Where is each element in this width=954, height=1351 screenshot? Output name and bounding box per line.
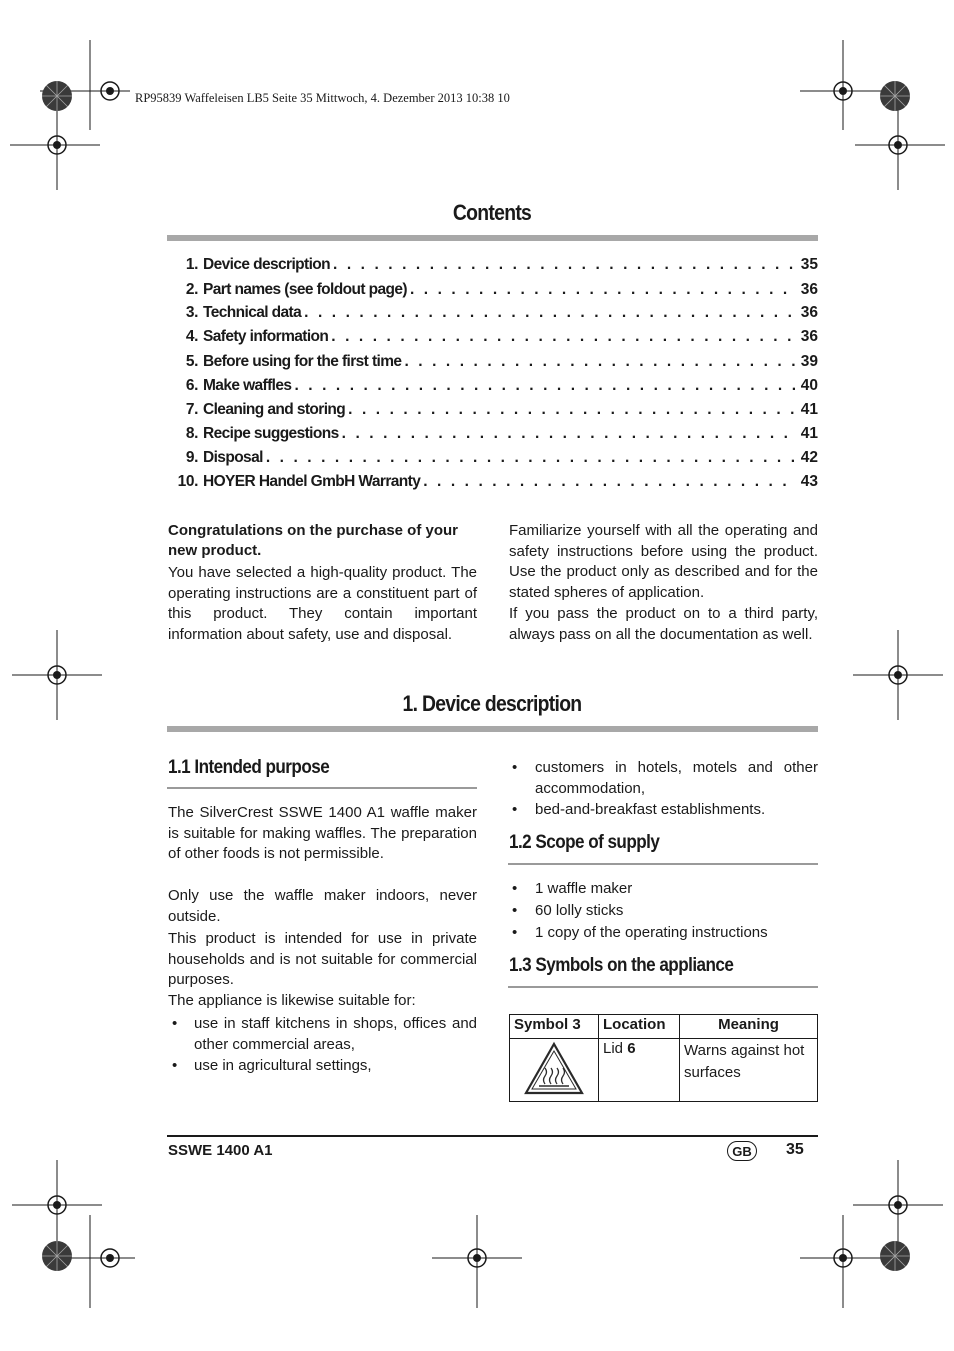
toc-entry-title: Technical data — [203, 304, 302, 321]
toc-leader-dots — [328, 328, 796, 346]
bullet-marker: • — [172, 1057, 178, 1074]
hot-surface-warning-icon — [523, 1040, 585, 1096]
toc-entry — [168, 425, 818, 445]
list-item — [172, 1014, 477, 1055]
toc-leader-dots — [263, 449, 796, 467]
toc-entry — [168, 281, 818, 301]
toc-leader-dots — [420, 473, 796, 491]
toc-entry-page: 40 — [800, 377, 818, 394]
table-row — [510, 1039, 818, 1102]
list-item-text: 1 copy of the operating instructions — [535, 924, 768, 941]
list-item-text: use in agricultural settings, — [194, 1057, 372, 1074]
language-badge: GB — [727, 1141, 757, 1161]
toc-entry-title: HOYER Handel GmbH Warranty — [203, 473, 421, 490]
footer-model: SSWE 1400 A1 — [168, 1142, 273, 1159]
toc-entry — [168, 353, 818, 373]
toc-entry — [168, 328, 818, 348]
list-item — [512, 923, 818, 944]
toc-entry-page: 42 — [800, 449, 818, 466]
toc-entry-number: 7. — [185, 401, 198, 418]
section-1-1-p2: Only use the waffle maker indoors, never outside. — [168, 887, 477, 925]
list-item — [512, 758, 818, 799]
contents-rule — [167, 235, 818, 241]
toc-leader-dots — [330, 256, 796, 274]
toc-entry-title: Safety information — [203, 328, 329, 345]
page-number: 35 — [786, 1141, 804, 1158]
intro-right-p2: If you pass the product on to a third party, always pass on all the documentation as well. — [509, 605, 818, 643]
symbol-cell — [510, 1039, 599, 1102]
bullet-marker: • — [512, 801, 518, 818]
toc-entry-number: 3. — [185, 304, 198, 321]
toc-entry-page: 41 — [800, 401, 818, 418]
toc-entry-number: 2. — [185, 281, 198, 298]
device-description-rule — [167, 726, 818, 732]
toc-entry-page: 39 — [800, 353, 818, 370]
list-item — [512, 879, 818, 900]
intro-right-p1: Familiarize yourself with all the operating and safety instructions before using the product. Use the product only as described and for the stated spheres of application. — [509, 522, 818, 601]
toc-entry-title: Cleaning and storing — [203, 401, 346, 418]
list-item-text: customers in hotels, motels and other accommodation, — [535, 759, 818, 797]
toc-leader-dots — [345, 401, 796, 419]
toc-leader-dots — [339, 425, 796, 443]
list-item — [512, 800, 818, 821]
table-header-row — [510, 1015, 818, 1039]
print-slug-header: RP95839 Waffeleisen LB5 Seite 35 Mittwoch, 4. Dezember 2013 10:38 10 — [135, 91, 510, 105]
toc-entry-page: 36 — [800, 281, 818, 298]
device-description-title: 1. Device description — [402, 691, 582, 716]
section-1-2-heading: 1.2 Scope of supply — [509, 832, 660, 853]
list-item-text: use in staff kitchens in shops, offices and other commercial areas, — [194, 1015, 477, 1053]
toc-entry-page: 36 — [800, 328, 818, 345]
toc-entry-title: Make waffles — [203, 377, 292, 394]
toc-entry-title: Before using for the first time — [203, 353, 402, 370]
toc-leader-dots — [291, 377, 796, 395]
section-1-2-rule — [508, 863, 818, 865]
bullet-marker: • — [512, 880, 518, 897]
toc-entry-number: 4. — [185, 328, 198, 345]
toc-entry — [168, 401, 818, 421]
toc-entry-number: 8. — [185, 425, 198, 442]
column-header-location: Location — [599, 1015, 680, 1039]
column-header-symbol: Symbol 3 — [510, 1015, 599, 1039]
toc-entry — [168, 256, 818, 276]
location-cell — [599, 1039, 680, 1102]
bullet-marker: • — [512, 924, 518, 941]
toc-entry — [168, 473, 818, 493]
toc-entry-page: 41 — [800, 425, 818, 442]
toc-leader-dots — [301, 304, 796, 322]
toc-entry-number: 9. — [185, 449, 198, 466]
list-item-text: 1 waffle maker — [535, 880, 633, 897]
toc-entry-title: Disposal — [203, 449, 263, 466]
location-text: Lid — [603, 1040, 628, 1057]
toc-entry-number: 10. — [177, 473, 198, 490]
intro-left-text: You have selected a high-quality product. The operating instructions are a constituent part of this product. They contain important information about safety, use and disposal. — [168, 564, 477, 643]
list-item-text: 60 lolly sticks — [535, 902, 624, 919]
bullet-marker: • — [512, 759, 518, 776]
toc-entry — [168, 449, 818, 469]
section-1-1-p1: The SilverCrest SSWE 1400 A1 waffle maker is suitable for making waffles. The preparation of other foods is not permissible. — [168, 804, 477, 862]
toc-entry-title: Device description — [203, 256, 331, 273]
toc-entry — [168, 377, 818, 397]
section-1-3-heading: 1.3 Symbols on the appliance — [509, 955, 734, 976]
bullet-marker: • — [172, 1015, 178, 1032]
footer-rule — [167, 1135, 818, 1137]
list-item — [512, 901, 818, 922]
toc-entry-number: 5. — [185, 353, 198, 370]
list-item — [172, 1056, 477, 1077]
symbols-table — [509, 1014, 818, 1102]
list-item-text: bed-and-breakfast establishments. — [535, 801, 766, 818]
section-1-3-rule — [508, 986, 818, 988]
section-1-1-p3: This product is intended for use in private households and is not suitable for commercial purposes. — [168, 930, 477, 988]
toc-entry-number: 1. — [185, 256, 198, 273]
toc-leader-dots — [401, 353, 796, 371]
meaning-cell: Warns against hot surfaces — [680, 1039, 818, 1102]
column-header-meaning: Meaning — [680, 1015, 818, 1039]
toc-leader-dots — [407, 281, 796, 299]
bullet-marker: • — [512, 902, 518, 919]
toc-entry-title: Recipe suggestions — [203, 425, 339, 442]
intro-heading: Congratulations on the purchase of your new product. — [168, 522, 459, 559]
toc-entry-page: 35 — [800, 256, 818, 273]
section-1-1-heading: 1.1 Intended purpose — [168, 757, 330, 778]
toc-entry-page: 43 — [800, 473, 818, 490]
section-1-1-rule — [167, 787, 477, 789]
contents-title: Contents — [452, 200, 532, 225]
location-number: 6 — [627, 1040, 636, 1057]
toc-entry-title: Part names (see foldout page) — [203, 281, 407, 298]
toc-entry-page: 36 — [800, 304, 818, 321]
toc-entry — [168, 304, 818, 324]
section-1-1-p4: The appliance is likewise suitable for: — [168, 992, 416, 1009]
toc-entry-number: 6. — [185, 377, 198, 394]
